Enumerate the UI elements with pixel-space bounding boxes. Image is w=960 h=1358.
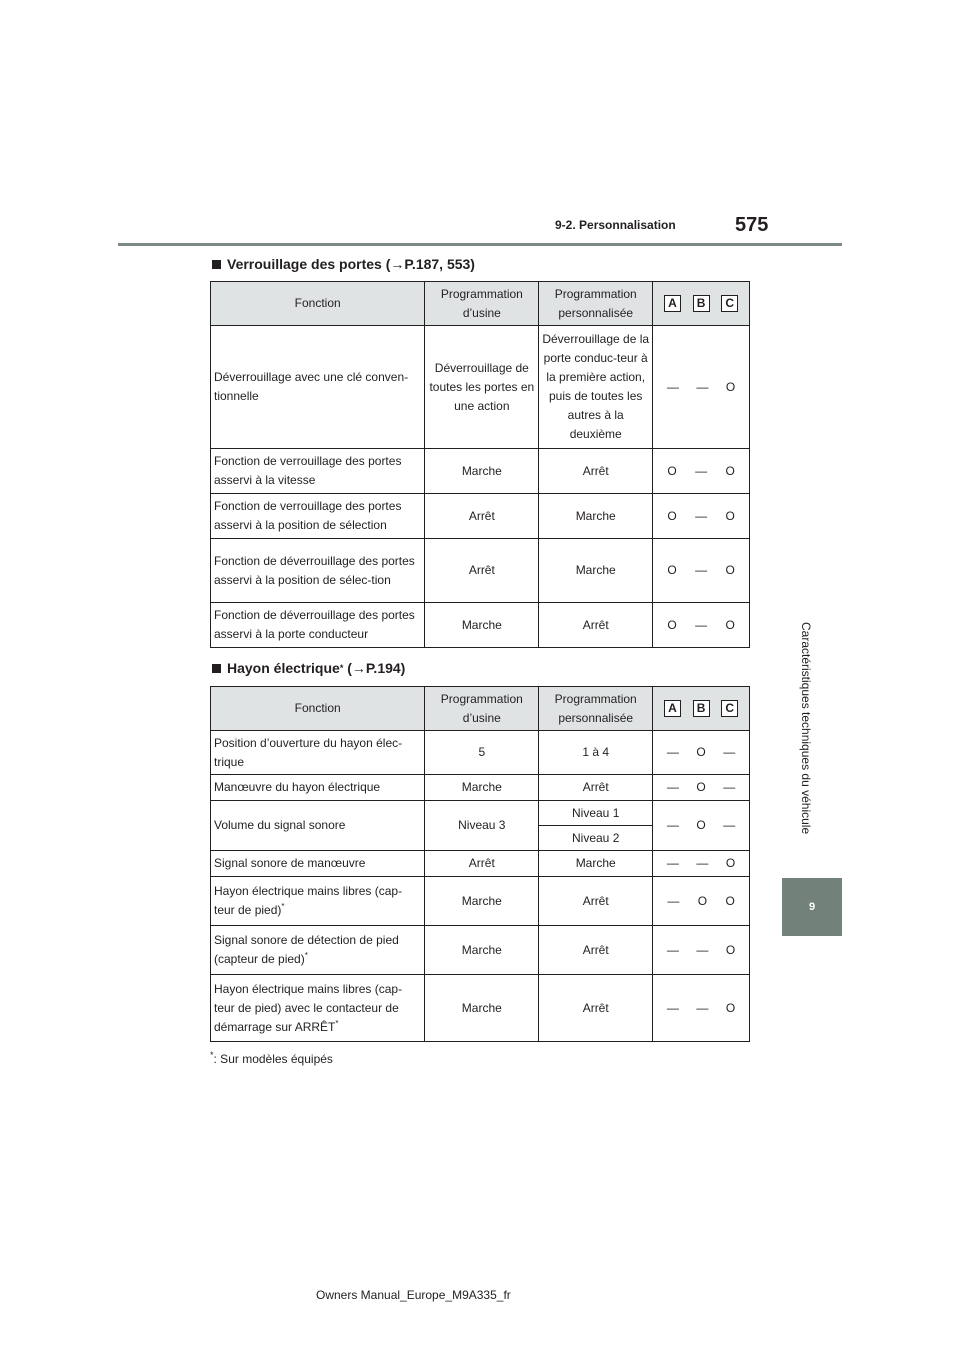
cell-a: O	[667, 508, 677, 523]
col-usine: Programmation d’usine	[425, 687, 539, 731]
cell-perso: Arrêt	[539, 975, 653, 1042]
section2-title-text: Hayon électrique	[227, 660, 340, 676]
cell-b: O	[696, 745, 706, 759]
cell-a: O	[667, 463, 677, 478]
cell-fonction	[211, 877, 425, 926]
table-row	[211, 326, 750, 449]
cell-fonction-text: Hayon électrique mains libres (cap-teur de pied) avec le contacteur de démarrage sur ARRÊT	[214, 981, 403, 1034]
cell-b: —	[695, 508, 708, 523]
cell-a: O	[667, 617, 677, 632]
setting-c-icon: C	[721, 295, 738, 312]
cell-fonction: Fonction de déverrouillage des portes asservi à la porte conducteur	[211, 603, 425, 648]
chapter-tab: 9	[782, 878, 842, 936]
cell-fonction: Déverrouillage avec une clé conven-tionnelle	[211, 326, 425, 449]
cell-b: —	[696, 856, 709, 870]
header-rule	[118, 243, 842, 246]
section-header: 9-2. Personnalisation	[555, 218, 676, 232]
page-footer: Owners Manual_Europe_M9A335_fr	[316, 1288, 511, 1302]
cell-a: —	[666, 1000, 679, 1015]
cell-a: —	[666, 942, 679, 957]
table-header-row	[211, 687, 750, 731]
cell-b: —	[695, 617, 708, 632]
tailgate-table	[210, 686, 750, 1042]
cell-b: O	[696, 780, 706, 794]
cell-abc	[653, 775, 750, 801]
section2-title: Hayon électrique * (→P.194)	[212, 660, 405, 676]
cell-usine: Marche	[425, 449, 539, 494]
cell-b: —	[695, 463, 708, 478]
footnote	[210, 1050, 333, 1066]
cell-c: —	[723, 818, 736, 832]
cell-b: —	[696, 942, 709, 957]
cell-usine: Marche	[425, 877, 539, 926]
table-row	[211, 603, 750, 648]
footnote-star: *	[210, 1050, 214, 1060]
table-row	[211, 877, 750, 926]
cell-b: O	[697, 893, 708, 908]
table-row	[211, 731, 750, 775]
section1-title-text: Verrouillage des portes (	[227, 256, 391, 272]
cell-c: O	[725, 893, 735, 908]
table-row	[211, 494, 750, 539]
col-abc	[653, 282, 750, 326]
cell-usine: Arrêt	[425, 494, 539, 539]
page-number: 575	[735, 214, 769, 236]
table-row	[211, 851, 750, 877]
cell-usine: 5	[425, 731, 539, 775]
cell-fonction	[211, 975, 425, 1042]
cell-usine: Déverrouillage de toutes les portes en une action	[425, 326, 539, 449]
cell-fonction: Signal sonore de manœuvre	[211, 851, 425, 877]
cell-a: —	[666, 818, 679, 832]
cell-abc	[653, 539, 750, 603]
cell-perso: Arrêt	[539, 926, 653, 975]
cell-c: —	[723, 745, 736, 759]
cell-abc	[653, 801, 750, 851]
cell-fonction: Position d’ouverture du hayon élec-trique	[211, 731, 425, 775]
cell-perso: Arrêt	[539, 877, 653, 926]
cell-b: —	[696, 1000, 709, 1015]
table-row	[211, 775, 750, 801]
cell-a: —	[666, 780, 679, 794]
setting-b-icon: B	[693, 700, 710, 717]
cell-usine: Marche	[425, 775, 539, 801]
cell-a: —	[666, 856, 679, 870]
cell-a: —	[667, 893, 680, 908]
cell-fonction: Fonction de déverrouillage des portes asservi à la position de sélec-tion	[211, 539, 425, 603]
setting-a-icon: A	[664, 295, 681, 312]
cell-perso: Déverrouillage de la porte conduc-teur à la première action, puis de toutes les autres à la deuxième	[539, 326, 653, 449]
cell-abc	[653, 494, 750, 539]
cell-c: O	[725, 617, 735, 632]
cell-perso: Niveau 1	[539, 801, 653, 826]
cell-usine: Arrêt	[425, 851, 539, 877]
cell-usine: Niveau 3	[425, 801, 539, 851]
cell-c: O	[725, 1000, 736, 1015]
cell-fonction: Fonction de verrouillage des portes asservi à la vitesse	[211, 449, 425, 494]
col-perso: Programmation personnalisée	[539, 282, 653, 326]
cell-perso: 1 à 4	[539, 731, 653, 775]
cell-fonction-text: Hayon électrique mains libres (cap-teur de pied)	[214, 884, 403, 917]
cell-perso: Arrêt	[539, 775, 653, 801]
cell-c: O	[725, 563, 735, 577]
cell-c: O	[725, 856, 736, 870]
cell-fonction: Fonction de verrouillage des portes asservi à la position de sélection	[211, 494, 425, 539]
cell-abc	[653, 326, 750, 449]
setting-a-icon: A	[664, 700, 681, 717]
col-fonction: Fonction	[211, 282, 425, 326]
chapter-side-title: Caractéristiques techniques du véhicule	[799, 622, 813, 835]
cell-abc	[653, 877, 750, 926]
col-fonction: Fonction	[211, 687, 425, 731]
table-row	[211, 975, 750, 1042]
cell-abc	[653, 926, 750, 975]
cell-usine: Marche	[425, 926, 539, 975]
footnote-text: : Sur modèles équipés	[213, 1052, 333, 1066]
section1-ref: →P.187, 553)	[390, 256, 475, 272]
cell-usine: Arrêt	[425, 539, 539, 603]
cell-fonction: Manœuvre du hayon électrique	[211, 775, 425, 801]
cell-a: —	[666, 379, 679, 394]
cell-perso: Marche	[539, 494, 653, 539]
setting-b-icon: B	[693, 295, 710, 312]
cell-fonction	[211, 926, 425, 975]
cell-abc	[653, 603, 750, 648]
cell-perso: Arrêt	[539, 603, 653, 648]
door-lock-table	[210, 281, 750, 648]
cell-abc	[653, 851, 750, 877]
cell-perso: Arrêt	[539, 449, 653, 494]
square-bullet-icon	[212, 664, 221, 673]
cell-perso: Marche	[539, 851, 653, 877]
cell-usine: Marche	[425, 975, 539, 1042]
cell-b: —	[695, 563, 708, 577]
cell-b: O	[696, 818, 706, 832]
cell-c: O	[725, 379, 736, 394]
table-header-row	[211, 282, 750, 326]
cell-c: —	[723, 780, 736, 794]
cell-usine: Marche	[425, 603, 539, 648]
cell-star: *	[281, 902, 285, 911]
cell-c: O	[725, 463, 735, 478]
col-usine: Programmation d’usine	[425, 282, 539, 326]
setting-c-icon: C	[721, 700, 738, 717]
cell-abc	[653, 731, 750, 775]
table-row	[211, 449, 750, 494]
table-row	[211, 539, 750, 603]
cell-abc	[653, 449, 750, 494]
col-abc	[653, 687, 750, 731]
table-row	[211, 801, 750, 826]
section1-title	[212, 256, 475, 272]
col-perso: Programmation personnalisée	[539, 687, 653, 731]
cell-star: *	[304, 951, 308, 960]
square-bullet-icon	[212, 260, 221, 269]
cell-b: —	[696, 379, 709, 394]
cell-abc	[653, 975, 750, 1042]
cell-a: O	[667, 563, 677, 577]
cell-fonction: Volume du signal sonore	[211, 801, 425, 851]
section2-ref: (→P.194)	[347, 660, 406, 676]
cell-perso: Marche	[539, 539, 653, 603]
cell-c: O	[725, 942, 736, 957]
cell-star: *	[335, 1018, 339, 1028]
table-row	[211, 926, 750, 975]
cell-perso: Niveau 2	[539, 826, 653, 851]
cell-a: —	[666, 745, 679, 759]
cell-c: O	[725, 508, 735, 523]
cell-fonction-text: Signal sonore de détection de pied (capteur de pied)	[214, 933, 399, 966]
